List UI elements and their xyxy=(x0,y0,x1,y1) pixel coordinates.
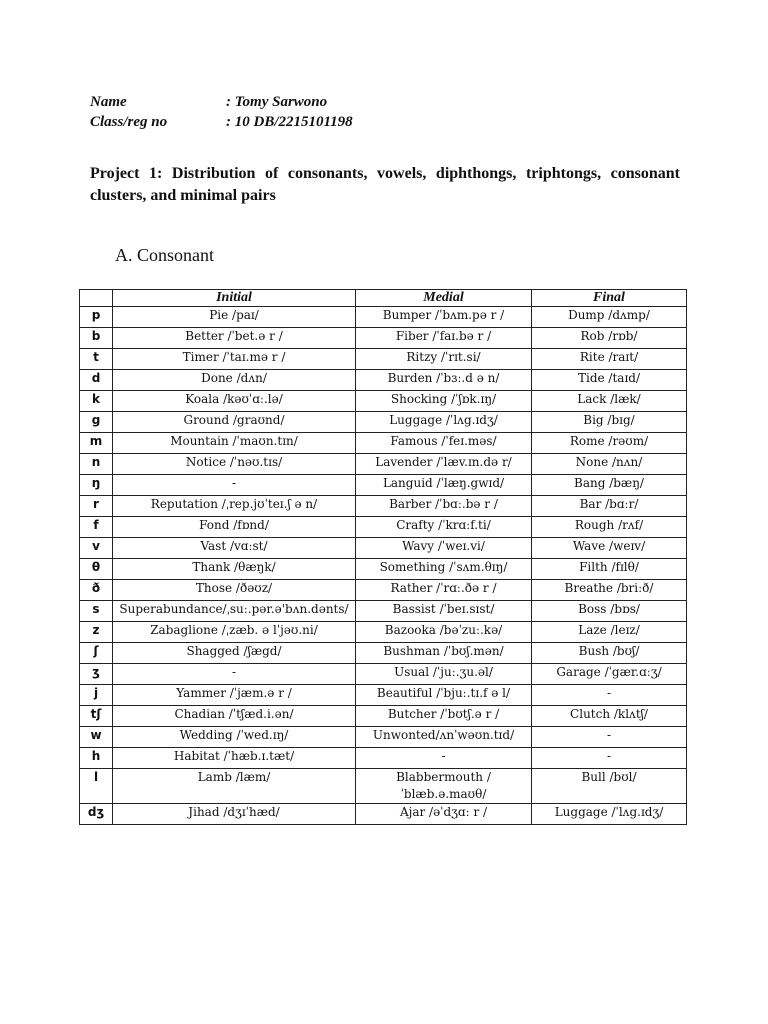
medial-cell: Bazooka /bəˈzuː.kə/ xyxy=(356,622,532,643)
consonant-symbol: dʒ xyxy=(80,804,113,825)
final-cell: Rome /rəʊm/ xyxy=(532,433,687,454)
name-value: : Tomy Sarwono xyxy=(226,94,328,110)
table-row xyxy=(80,496,687,517)
consonant-symbol: m xyxy=(80,433,113,454)
initial-cell: Pie /paɪ/ xyxy=(113,307,356,328)
final-cell: - xyxy=(532,727,687,748)
medial-cell: Bushman /ˈbʊʃ.mən/ xyxy=(356,643,532,664)
initial-cell: Timer /ˈtaɪ.mə r / xyxy=(113,349,356,370)
header-medial: Medial xyxy=(356,290,532,307)
initial-cell: Reputation /ˌrep.jʊˈteɪ.ʃ ə n/ xyxy=(113,496,356,517)
project-title: Project 1: Distribution of consonants, vowels, diphthongs, triphtongs, consonant clusters, and minimal pairs xyxy=(90,165,680,204)
table-row xyxy=(80,475,687,496)
header-initial: Initial xyxy=(113,290,356,307)
medial-cell: Something /ˈsʌm.θɪŋ/ xyxy=(356,559,532,580)
class-row xyxy=(90,112,353,132)
medial-cell: Barber /ˈbɑː.bə r / xyxy=(356,496,532,517)
consonant-symbol: ʒ xyxy=(80,664,113,685)
table-row xyxy=(80,307,687,328)
table-row xyxy=(80,664,687,685)
initial-cell: Ground /graʊnd/ xyxy=(113,412,356,433)
initial-cell: - xyxy=(113,475,356,496)
table-row xyxy=(80,804,687,825)
final-cell: Clutch /klʌtʃ/ xyxy=(532,706,687,727)
table-row xyxy=(80,706,687,727)
consonant-symbol: ð xyxy=(80,580,113,601)
consonant-symbol: f xyxy=(80,517,113,538)
initial-cell: Chadian /ˈtʃæd.i.ən/ xyxy=(113,706,356,727)
initial-cell: Superabundance/ˌsuː.pər.ə'bʌn.dənts/ xyxy=(113,601,356,622)
medial-cell: Languid /ˈlæŋ.gwɪd/ xyxy=(356,475,532,496)
initial-cell: Done /dʌn/ xyxy=(113,370,356,391)
final-cell: Boss /bɒs/ xyxy=(532,601,687,622)
consonant-symbol: tʃ xyxy=(80,706,113,727)
table-row xyxy=(80,622,687,643)
name-row xyxy=(90,92,353,112)
table-row xyxy=(80,328,687,349)
final-cell: Bush /bʊʃ/ xyxy=(532,643,687,664)
consonant-symbol: θ xyxy=(80,559,113,580)
medial-cell: Famous /ˈfeɪ.məs/ xyxy=(356,433,532,454)
medial-cell: Luggage /ˈlʌg.ɪdʒ/ xyxy=(356,412,532,433)
final-cell: Bar /bɑːr/ xyxy=(532,496,687,517)
table-row xyxy=(80,412,687,433)
initial-cell: - xyxy=(113,664,356,685)
consonant-symbol: s xyxy=(80,601,113,622)
final-cell: Laze /leɪz/ xyxy=(532,622,687,643)
initial-cell: Habitat /ˈhæb.ɪ.tæt/ xyxy=(113,748,356,769)
consonant-symbol: t xyxy=(80,349,113,370)
consonant-symbol: d xyxy=(80,370,113,391)
final-cell: Bang /bæŋ/ xyxy=(532,475,687,496)
consonant-table xyxy=(79,289,687,825)
final-cell: Rite /raɪt/ xyxy=(532,349,687,370)
initial-cell: Thank /θæŋk/ xyxy=(113,559,356,580)
medial-cell: Fiber /ˈfaɪ.bə r / xyxy=(356,328,532,349)
table-row xyxy=(80,580,687,601)
initial-cell: Wedding /ˈwed.ɪŋ/ xyxy=(113,727,356,748)
consonant-symbol: j xyxy=(80,685,113,706)
table-row xyxy=(80,538,687,559)
consonant-symbol: v xyxy=(80,538,113,559)
medial-cell: Ritzy /ˈrɪt.si/ xyxy=(356,349,532,370)
medial-cell: Blabbermouth /ˈblæb.ə.maʊθ/ xyxy=(356,769,532,804)
consonant-symbol: p xyxy=(80,307,113,328)
table-header-row xyxy=(80,290,687,307)
final-cell: Filth /fɪlθ/ xyxy=(532,559,687,580)
medial-cell: - xyxy=(356,748,532,769)
initial-cell: Jihad /dʒɪˈhæd/ xyxy=(113,804,356,825)
student-info xyxy=(90,92,353,132)
table-row xyxy=(80,643,687,664)
medial-cell: Shocking /ˈʃɒk.ɪŋ/ xyxy=(356,391,532,412)
consonant-symbol: z xyxy=(80,622,113,643)
medial-cell: Bassist /ˈbeɪ.sɪst/ xyxy=(356,601,532,622)
consonant-symbol: r xyxy=(80,496,113,517)
initial-cell: Those /ðəʊz/ xyxy=(113,580,356,601)
table-row xyxy=(80,748,687,769)
medial-cell: Ajar /əˈdʒɑː r / xyxy=(356,804,532,825)
medial-cell: Crafty /ˈkrɑːf.ti/ xyxy=(356,517,532,538)
initial-cell: Notice /ˈnəʊ.tɪs/ xyxy=(113,454,356,475)
final-cell: None /nʌn/ xyxy=(532,454,687,475)
table-row xyxy=(80,559,687,580)
final-cell: - xyxy=(532,748,687,769)
consonant-symbol: ʃ xyxy=(80,643,113,664)
header-final: Final xyxy=(532,290,687,307)
final-cell: Rob /rɒb/ xyxy=(532,328,687,349)
medial-cell: Unwonted/ʌnˈwəʊn.tɪd/ xyxy=(356,727,532,748)
table-row xyxy=(80,727,687,748)
table-row xyxy=(80,391,687,412)
final-cell: Rough /rʌf/ xyxy=(532,517,687,538)
table-row xyxy=(80,685,687,706)
header-symbol xyxy=(80,290,113,307)
table-row xyxy=(80,349,687,370)
consonant-symbol: ŋ xyxy=(80,475,113,496)
medial-cell: Usual /ˈjuː.ʒu.əl/ xyxy=(356,664,532,685)
initial-cell: Zabaglione /ˌzæb. ə lˈjəʊ.ni/ xyxy=(113,622,356,643)
section-heading: A. Consonant xyxy=(115,245,214,265)
class-value: : 10 DB/2215101198 xyxy=(226,114,353,130)
medial-cell: Beautiful /ˈbjuː.tɪ.f ə l/ xyxy=(356,685,532,706)
consonant-symbol: l xyxy=(80,769,113,804)
consonant-symbol: g xyxy=(80,412,113,433)
medial-cell: Burden /ˈbɜː.d ə n/ xyxy=(356,370,532,391)
final-cell: Luggage /ˈlʌg.ɪdʒ/ xyxy=(532,804,687,825)
table-row xyxy=(80,433,687,454)
final-cell: Breathe /briːð/ xyxy=(532,580,687,601)
table-row xyxy=(80,517,687,538)
consonant-symbol: h xyxy=(80,748,113,769)
class-label: Class/reg no xyxy=(90,114,168,130)
consonant-symbol: n xyxy=(80,454,113,475)
table-row xyxy=(80,769,687,804)
consonant-symbol: w xyxy=(80,727,113,748)
medial-cell: Rather /ˈrɑː.ðə r / xyxy=(356,580,532,601)
initial-cell: Better /ˈbet.ə r / xyxy=(113,328,356,349)
initial-cell: Shagged /ʃægd/ xyxy=(113,643,356,664)
final-cell: - xyxy=(532,685,687,706)
final-cell: Big /bɪg/ xyxy=(532,412,687,433)
initial-cell: Koala /kəʊˈɑː.lə/ xyxy=(113,391,356,412)
final-cell: Garage /ˈgær.ɑːʒ/ xyxy=(532,664,687,685)
table-row xyxy=(80,454,687,475)
initial-cell: Yammer /ˈjæm.ə r / xyxy=(113,685,356,706)
final-cell: Dump /dʌmp/ xyxy=(532,307,687,328)
initial-cell: Mountain /ˈmaʊn.tɪn/ xyxy=(113,433,356,454)
medial-cell: Bumper /ˈbʌm.pə r / xyxy=(356,307,532,328)
consonant-symbol: k xyxy=(80,391,113,412)
medial-cell: Butcher /ˈbʊtʃ.ə r / xyxy=(356,706,532,727)
table-row xyxy=(80,601,687,622)
medial-cell: Wavy /ˈweɪ.vi/ xyxy=(356,538,532,559)
final-cell: Tide /taɪd/ xyxy=(532,370,687,391)
consonant-symbol: b xyxy=(80,328,113,349)
name-label: Name xyxy=(90,94,127,110)
initial-cell: Lamb /læm/ xyxy=(113,769,356,804)
initial-cell: Vast /vɑːst/ xyxy=(113,538,356,559)
table-row xyxy=(80,370,687,391)
final-cell: Lack /læk/ xyxy=(532,391,687,412)
initial-cell: Fond /fɒnd/ xyxy=(113,517,356,538)
final-cell: Bull /bʊl/ xyxy=(532,769,687,804)
final-cell: Wave /weɪv/ xyxy=(532,538,687,559)
medial-cell: Lavender /ˈlæv.ɪn.də r/ xyxy=(356,454,532,475)
